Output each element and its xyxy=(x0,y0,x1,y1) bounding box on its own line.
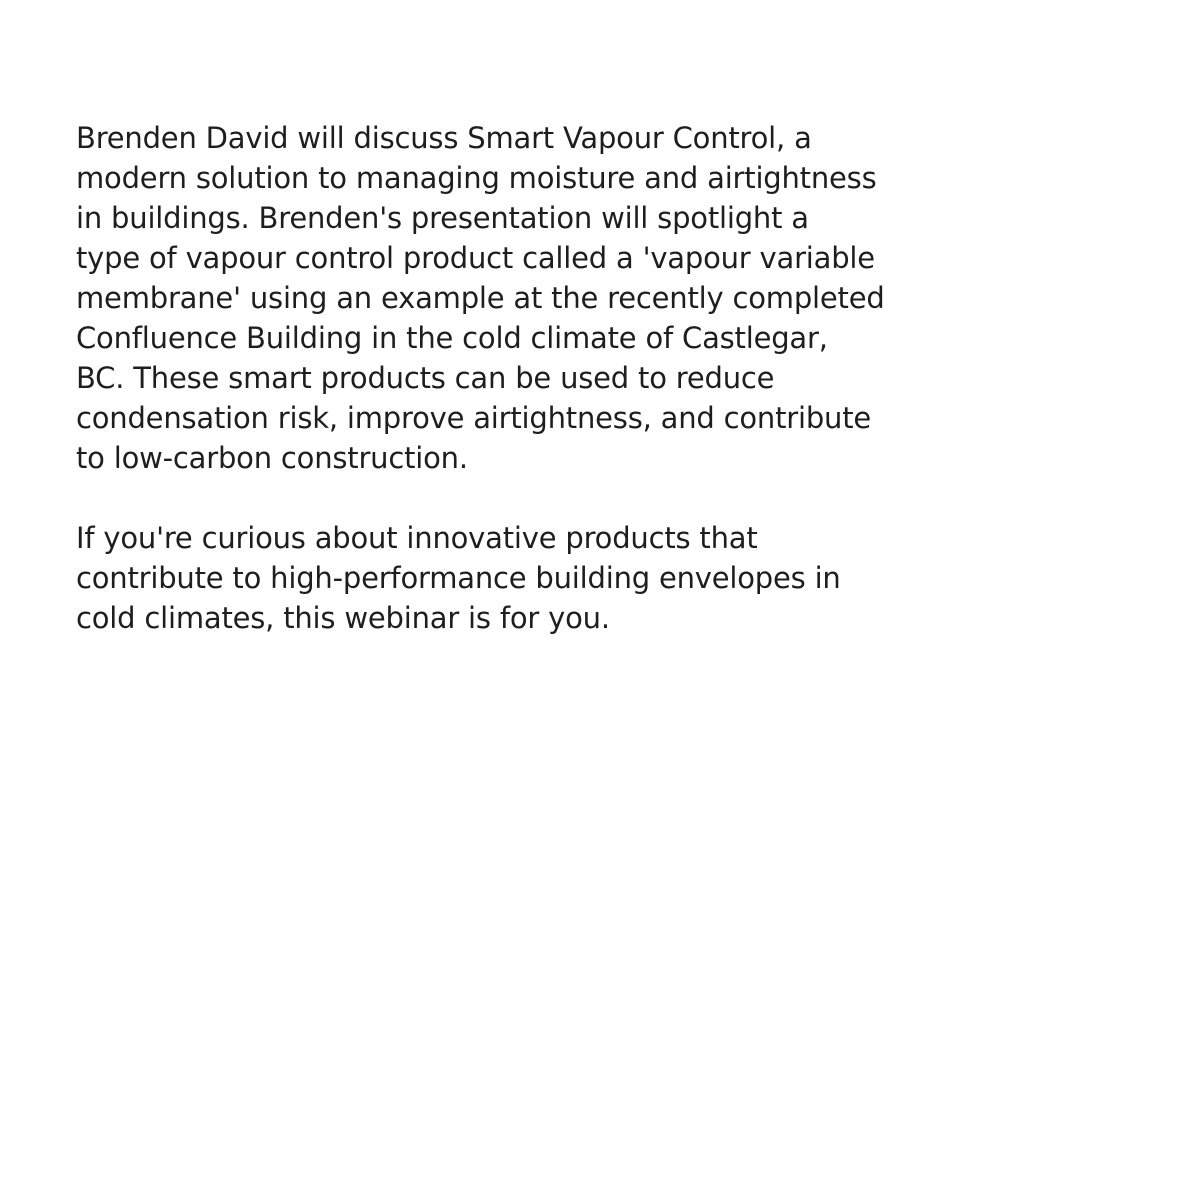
paragraph-audience xyxy=(76,518,1136,638)
text-line: BC. These smart products can be used to reduce xyxy=(76,361,775,395)
text-line: membrane' using an example at the recently completed xyxy=(76,281,885,315)
paragraph-intro xyxy=(76,118,1136,478)
text-line: Brenden David will discuss Smart Vapour Control, a xyxy=(76,121,812,155)
text-line: If you're curious about innovative products that xyxy=(76,521,758,555)
text-line: condensation risk, improve airtightness, and contribute xyxy=(76,401,872,435)
text-line: cold climates, this webinar is for you. xyxy=(76,601,610,635)
text-line: in buildings. Brenden's presentation will spotlight a xyxy=(76,201,809,235)
text-line: to low-carbon construction. xyxy=(76,441,468,475)
text-line: Confluence Building in the cold climate of Castlegar, xyxy=(76,321,828,355)
text-line: modern solution to managing moisture and airtightness xyxy=(76,161,877,195)
text-line: type of vapour control product called a 'vapour variable xyxy=(76,241,875,275)
document-body xyxy=(76,118,1136,678)
text-line: contribute to high-performance building envelopes in xyxy=(76,561,841,595)
